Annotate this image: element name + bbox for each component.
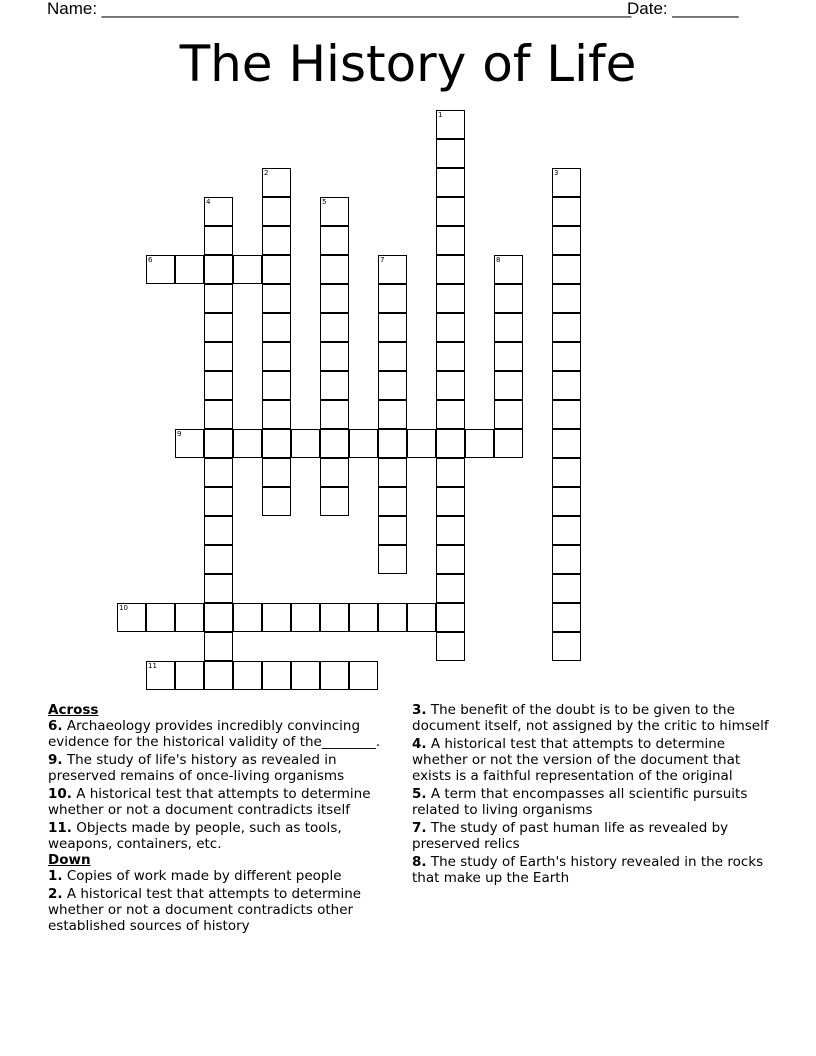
grid-cell[interactable] <box>320 226 349 255</box>
clue-text: The study of Earth's history revealed in the rocks that make up the Earth <box>412 854 764 886</box>
clue-number: 4. <box>412 736 427 752</box>
grid-cell[interactable] <box>552 603 581 632</box>
clue-text: Objects made by people, such as tools, weapons, containers, etc. <box>48 820 342 852</box>
grid-cell[interactable] <box>204 603 233 632</box>
grid-cell[interactable] <box>436 429 465 458</box>
across-clue-6 <box>48 718 398 750</box>
down-clue-1 <box>48 868 398 884</box>
grid-cell[interactable] <box>320 400 349 429</box>
grid-cell[interactable] <box>175 429 204 458</box>
across-clue-list <box>48 718 398 852</box>
clue-number-label: 1 <box>438 111 443 119</box>
grid-cell[interactable] <box>233 603 262 632</box>
clue-text: The benefit of the doubt is to be given to the document itself, not assigned by the critic to himself <box>412 702 769 734</box>
grid-cell[interactable] <box>436 458 465 487</box>
grid-cell[interactable] <box>465 429 494 458</box>
down-clue-4 <box>412 736 772 784</box>
grid-cell[interactable] <box>494 429 523 458</box>
grid-cell[interactable] <box>204 458 233 487</box>
grid-cell[interactable] <box>262 168 291 197</box>
grid-cell[interactable] <box>552 574 581 603</box>
grid-cell[interactable] <box>552 632 581 661</box>
grid-cell[interactable] <box>146 603 175 632</box>
grid-cell[interactable] <box>204 342 233 371</box>
grid-cell[interactable] <box>436 400 465 429</box>
grid-cell[interactable] <box>320 487 349 516</box>
grid-cell[interactable] <box>436 226 465 255</box>
grid-cell[interactable] <box>494 400 523 429</box>
clue-number: 9. <box>48 752 63 768</box>
grid-cell[interactable] <box>494 255 523 284</box>
grid-cell[interactable] <box>378 516 407 545</box>
grid-cell[interactable] <box>407 429 436 458</box>
across-heading: Across <box>48 702 99 718</box>
grid-cell[interactable] <box>436 255 465 284</box>
clue-number: 7. <box>412 820 427 836</box>
grid-cell[interactable] <box>436 110 465 139</box>
grid-cell[interactable] <box>436 632 465 661</box>
down-clue-3 <box>412 702 772 734</box>
grid-cell[interactable] <box>204 284 233 313</box>
clue-number-label: 8 <box>496 256 501 264</box>
clue-number-label: 2 <box>264 169 269 177</box>
down-clue-8 <box>412 854 772 886</box>
grid-cell[interactable] <box>552 545 581 574</box>
grid-cell[interactable] <box>233 429 262 458</box>
clue-number-label: 5 <box>322 198 327 206</box>
clues-left-column <box>48 702 398 936</box>
grid-cell[interactable] <box>320 371 349 400</box>
across-clue-11 <box>48 820 398 852</box>
clue-number: 11. <box>48 820 72 836</box>
grid-cell[interactable] <box>436 574 465 603</box>
clue-number-label: 4 <box>206 198 211 206</box>
grid-cell[interactable] <box>494 342 523 371</box>
grid-cell[interactable] <box>204 255 233 284</box>
clue-text: A historical test that attempts to determine whether or not a document contradicts other established sources of history <box>48 886 362 934</box>
name-field-label: Name: ________________________________________________________ <box>47 0 632 18</box>
grid-cell[interactable] <box>262 661 291 690</box>
grid-cell[interactable] <box>117 603 146 632</box>
grid-cell[interactable] <box>204 197 233 226</box>
grid-cell[interactable] <box>552 313 581 342</box>
grid-cell[interactable] <box>378 603 407 632</box>
clue-number: 3. <box>412 702 427 718</box>
grid-cell[interactable] <box>436 545 465 574</box>
grid-cell[interactable] <box>494 371 523 400</box>
date-field-label: Date: _______ <box>627 0 739 18</box>
clue-text: A historical test that attempts to determine whether or not a document contradicts itself <box>48 786 371 818</box>
grid-cell[interactable] <box>204 226 233 255</box>
grid-cell[interactable] <box>349 603 378 632</box>
grid-cell[interactable] <box>320 313 349 342</box>
down-clue-2 <box>48 886 398 934</box>
grid-cell[interactable] <box>552 197 581 226</box>
grid-cell[interactable] <box>436 168 465 197</box>
grid-cell[interactable] <box>552 342 581 371</box>
grid-cell[interactable] <box>262 603 291 632</box>
grid-cell[interactable] <box>320 661 349 690</box>
grid-cell[interactable] <box>552 284 581 313</box>
grid-cell[interactable] <box>262 429 291 458</box>
down-clue-5 <box>412 786 772 818</box>
grid-cell[interactable] <box>436 139 465 168</box>
grid-cell[interactable] <box>262 255 291 284</box>
grid-cell[interactable] <box>291 661 320 690</box>
grid-cell[interactable] <box>262 371 291 400</box>
grid-cell[interactable] <box>349 661 378 690</box>
grid-cell[interactable] <box>552 371 581 400</box>
grid-cell[interactable] <box>320 255 349 284</box>
grid-cell[interactable] <box>436 284 465 313</box>
grid-cell[interactable] <box>378 487 407 516</box>
clue-text: A term that encompasses all scientific pursuits related to living organisms <box>412 786 748 818</box>
grid-cell[interactable] <box>378 371 407 400</box>
grid-cell[interactable] <box>262 458 291 487</box>
grid-cell[interactable] <box>204 371 233 400</box>
grid-cell[interactable] <box>291 429 320 458</box>
down-clue-list <box>48 868 398 934</box>
grid-cell[interactable] <box>262 487 291 516</box>
grid-cell[interactable] <box>204 487 233 516</box>
down-clue-7 <box>412 820 772 852</box>
grid-cell[interactable] <box>262 197 291 226</box>
grid-cell[interactable] <box>552 168 581 197</box>
clue-number: 2. <box>48 886 63 902</box>
grid-cell[interactable] <box>378 458 407 487</box>
grid-cell[interactable] <box>552 429 581 458</box>
down-heading: Down <box>48 852 91 868</box>
grid-cell[interactable] <box>552 516 581 545</box>
clue-text: The study of past human life as revealed by preserved relics <box>412 820 729 852</box>
grid-cell[interactable] <box>146 661 175 690</box>
grid-cell[interactable] <box>204 429 233 458</box>
grid-cell[interactable] <box>320 197 349 226</box>
clue-number-label: 10 <box>119 604 128 612</box>
across-clue-10 <box>48 786 398 818</box>
grid-cell[interactable] <box>494 313 523 342</box>
grid-cell[interactable] <box>262 400 291 429</box>
grid-cell[interactable] <box>204 313 233 342</box>
grid-cell[interactable] <box>552 400 581 429</box>
grid-cell[interactable] <box>175 603 204 632</box>
across-clue-9 <box>48 752 398 784</box>
grid-cell[interactable] <box>378 284 407 313</box>
grid-cell[interactable] <box>378 400 407 429</box>
grid-cell[interactable] <box>204 400 233 429</box>
grid-cell[interactable] <box>436 516 465 545</box>
clue-number-label: 3 <box>554 169 559 177</box>
grid-cell[interactable] <box>204 545 233 574</box>
clue-number: 1. <box>48 868 63 884</box>
grid-cell[interactable] <box>320 458 349 487</box>
grid-cell[interactable] <box>233 661 262 690</box>
clue-text: Archaeology provides incredibly convincing evidence for the historical validity of the________. <box>48 718 381 750</box>
grid-cell[interactable] <box>204 661 233 690</box>
clue-number: 5. <box>412 786 427 802</box>
grid-cell[interactable] <box>494 284 523 313</box>
grid-cell[interactable] <box>262 284 291 313</box>
grid-cell[interactable] <box>552 226 581 255</box>
grid-cell[interactable] <box>407 603 436 632</box>
clue-number: 10. <box>48 786 72 802</box>
grid-cell[interactable] <box>175 661 204 690</box>
grid-cell[interactable] <box>436 197 465 226</box>
grid-cell[interactable] <box>175 255 204 284</box>
grid-cell[interactable] <box>552 487 581 516</box>
grid-cell[interactable] <box>378 429 407 458</box>
grid-cell[interactable] <box>378 313 407 342</box>
grid-cell[interactable] <box>378 255 407 284</box>
grid-cell[interactable] <box>233 255 262 284</box>
clue-number-label: 11 <box>148 662 157 670</box>
clues-right-column <box>412 702 772 888</box>
grid-cell[interactable] <box>146 255 175 284</box>
grid-cell[interactable] <box>262 342 291 371</box>
grid-cell[interactable] <box>436 313 465 342</box>
grid-cell[interactable] <box>552 255 581 284</box>
clue-number-label: 6 <box>148 256 153 264</box>
page-title: The History of Life <box>179 35 637 93</box>
grid-cell[interactable] <box>320 342 349 371</box>
clue-number-label: 7 <box>380 256 385 264</box>
grid-cell[interactable] <box>320 429 349 458</box>
clue-number: 8. <box>412 854 427 870</box>
grid-cell[interactable] <box>320 603 349 632</box>
grid-cell[interactable] <box>378 545 407 574</box>
grid-cell[interactable] <box>436 342 465 371</box>
clue-text: A historical test that attempts to determine whether or not the version of the document that exists is a faithful representation of the original <box>412 736 741 784</box>
grid-cell[interactable] <box>291 603 320 632</box>
grid-cell[interactable] <box>436 603 465 632</box>
grid-cell[interactable] <box>552 458 581 487</box>
grid-cell[interactable] <box>204 574 233 603</box>
grid-cell[interactable] <box>436 487 465 516</box>
grid-cell[interactable] <box>378 342 407 371</box>
grid-cell[interactable] <box>349 429 378 458</box>
clue-text: The study of life's history as revealed in preserved remains of once-living organisms <box>48 752 345 784</box>
grid-cell[interactable] <box>204 516 233 545</box>
grid-cell[interactable] <box>204 632 233 661</box>
grid-cell[interactable] <box>262 226 291 255</box>
clue-number: 6. <box>48 718 63 734</box>
grid-cell[interactable] <box>320 284 349 313</box>
grid-cell[interactable] <box>436 371 465 400</box>
clue-number-label: 9 <box>177 430 182 438</box>
grid-cell[interactable] <box>262 313 291 342</box>
clue-text: Copies of work made by different people <box>66 868 342 884</box>
